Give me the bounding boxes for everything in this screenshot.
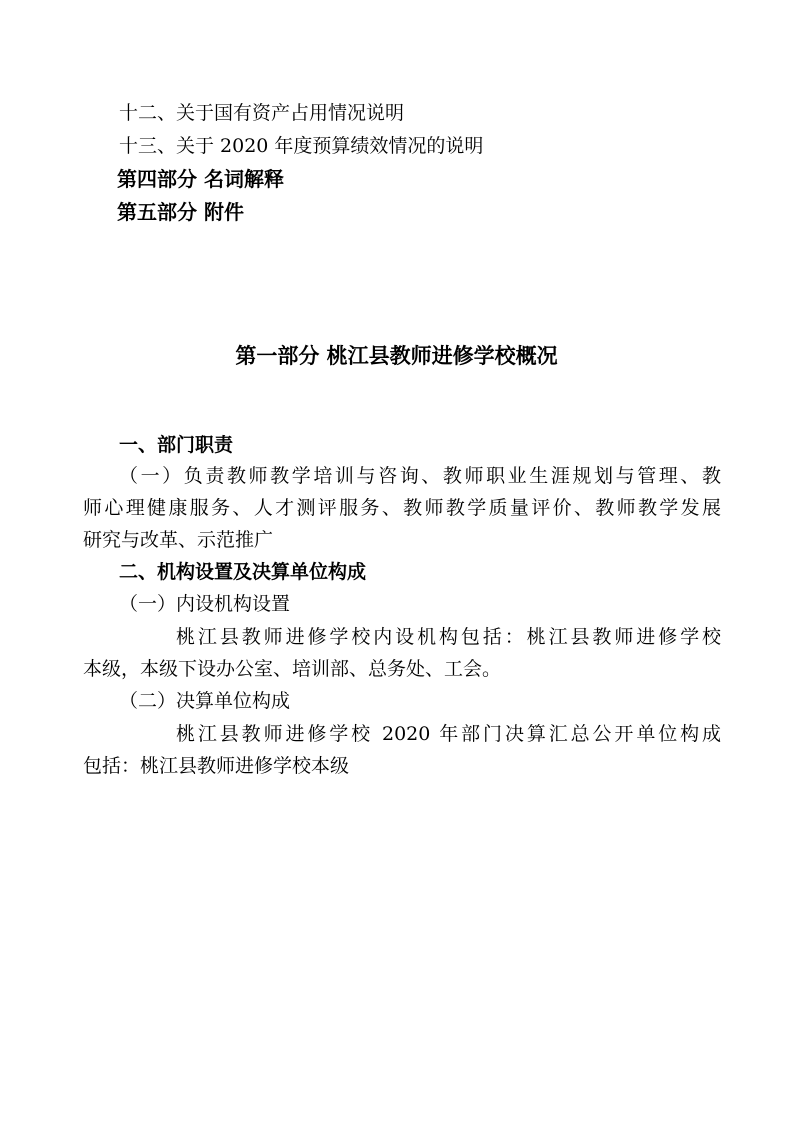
toc-item-12: 十二、关于国有资产占用情况说明 bbox=[119, 102, 405, 124]
subsection-paragraph-line: 桃江县教师进修学校内设机构包括：桃江县教师进修学校 bbox=[176, 626, 721, 648]
subsection-heading: （一）内设机构设置 bbox=[119, 593, 291, 615]
subsection-paragraph-line: 桃江县教师进修学校 2020 年部门决算汇总公开单位构成 bbox=[176, 723, 721, 745]
subsection-paragraph-line: 本级，本级下设办公室、培训部、总务处、工会。 bbox=[83, 658, 502, 680]
toc-part-5: 第五部分 附件 bbox=[117, 200, 244, 224]
section-1-paragraph-line: 研究与改革、示范推广 bbox=[83, 529, 274, 551]
subsection-paragraph-line: 包括：桃江县教师进修学校本级 bbox=[83, 755, 350, 777]
toc-item-13: 十三、关于 2020 年度预算绩效情况的说明 bbox=[119, 135, 484, 157]
toc-part-4: 第四部分 名词解释 bbox=[117, 167, 284, 191]
section-1-paragraph-line: 师心理健康服务、人才测评服务、教师教学质量评价、教师教学发展 bbox=[83, 497, 721, 519]
section-1-heading: 一、部门职责 bbox=[119, 434, 234, 456]
section-2-heading: 二、机构设置及决算单位构成 bbox=[119, 561, 367, 583]
section-1-paragraph-line: （一）负责教师教学培训与咨询、教师职业生涯规划与管理、教 bbox=[119, 465, 721, 487]
chapter-title: 第一部分 桃江县教师进修学校概况 bbox=[235, 344, 558, 368]
subsection-heading: （二）决算单位构成 bbox=[119, 690, 291, 712]
